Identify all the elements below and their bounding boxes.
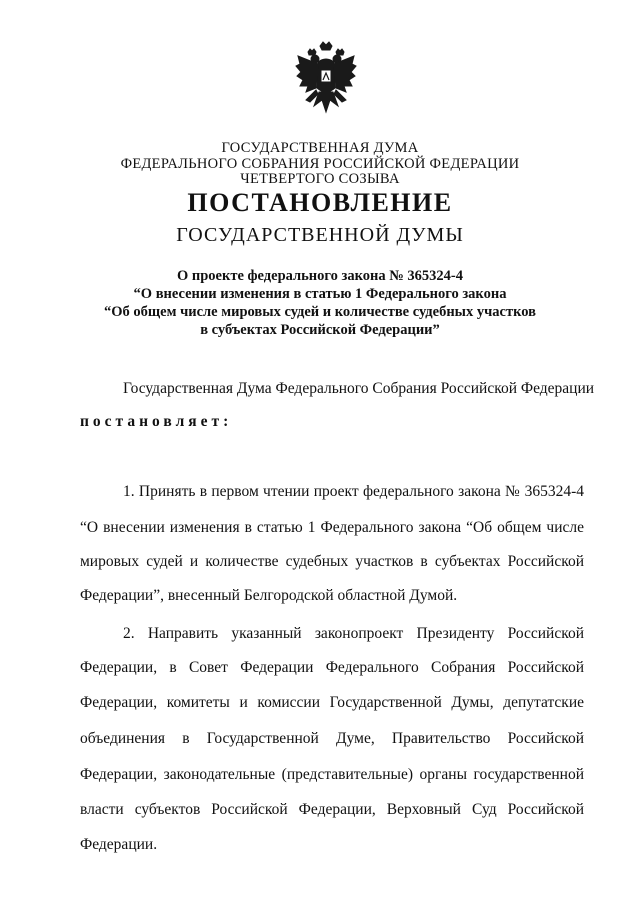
item2-line-3: Федерации, комитеты и комиссии Государственной Думы, депутатские bbox=[80, 694, 584, 711]
item1-line-1: 1. Принять в первом чтении проект федерального закона № 365324-4 bbox=[123, 483, 584, 500]
header-line-1: ГОСУДАРСТВЕННАЯ ДУМА bbox=[221, 140, 419, 156]
subject-line-4: в субъектах Российской Федерации” bbox=[200, 322, 440, 338]
item2-line-2: Федерации, в Совет Федерации Федерального Собрания Российской bbox=[80, 659, 584, 676]
item2-line-7: Федерации. bbox=[80, 836, 158, 853]
item1-line-2: “О внесении изменения в статью 1 Федерального закона “Об общем числе bbox=[80, 519, 584, 536]
subject-line-1: О проекте федерального закона № 365324-4 bbox=[176, 268, 464, 284]
item2-line-1: 2. Направить указанный законопроект Президенту Российской bbox=[123, 625, 584, 642]
header-line-3: ЧЕТВЕРТОГО СОЗЫВА bbox=[240, 171, 400, 187]
coat-of-arms-emblem bbox=[294, 40, 358, 118]
header-line-2: ФЕДЕРАЛЬНОГО СОБРАНИЯ РОССИЙСКОЙ ФЕДЕРАЦИИ bbox=[120, 156, 520, 172]
item2-line-4: объединения в Государственной Думе, Правительство Российской bbox=[80, 730, 584, 747]
document-subtitle: ГОСУДАРСТВЕННОЙ ДУМЫ bbox=[176, 224, 464, 246]
item1-line-3: мировых судей и количестве судебных участков в субъектах Российской bbox=[80, 553, 584, 570]
item2-line-6: власти субъектов Российской Федерации, Верховный Суд Российской bbox=[80, 801, 584, 818]
item2-line-5: Федерации, законодательные (представительные) органы государственной bbox=[80, 766, 584, 783]
document-title: ПОСТАНОВЛЕНИЕ bbox=[187, 188, 453, 217]
preamble: Государственная Дума Федерального Собрания Российской Федерации bbox=[123, 380, 595, 397]
subject-line-2: “О внесении изменения в статью 1 Федерального закона bbox=[133, 286, 507, 302]
subject-line-3: “Об общем числе мировых судей и количестве судебных участков bbox=[104, 304, 536, 320]
decides-label: постановляет: bbox=[80, 413, 233, 430]
item1-line-4: Федерации”, внесенный Белгородской областной Думой. bbox=[80, 587, 458, 604]
